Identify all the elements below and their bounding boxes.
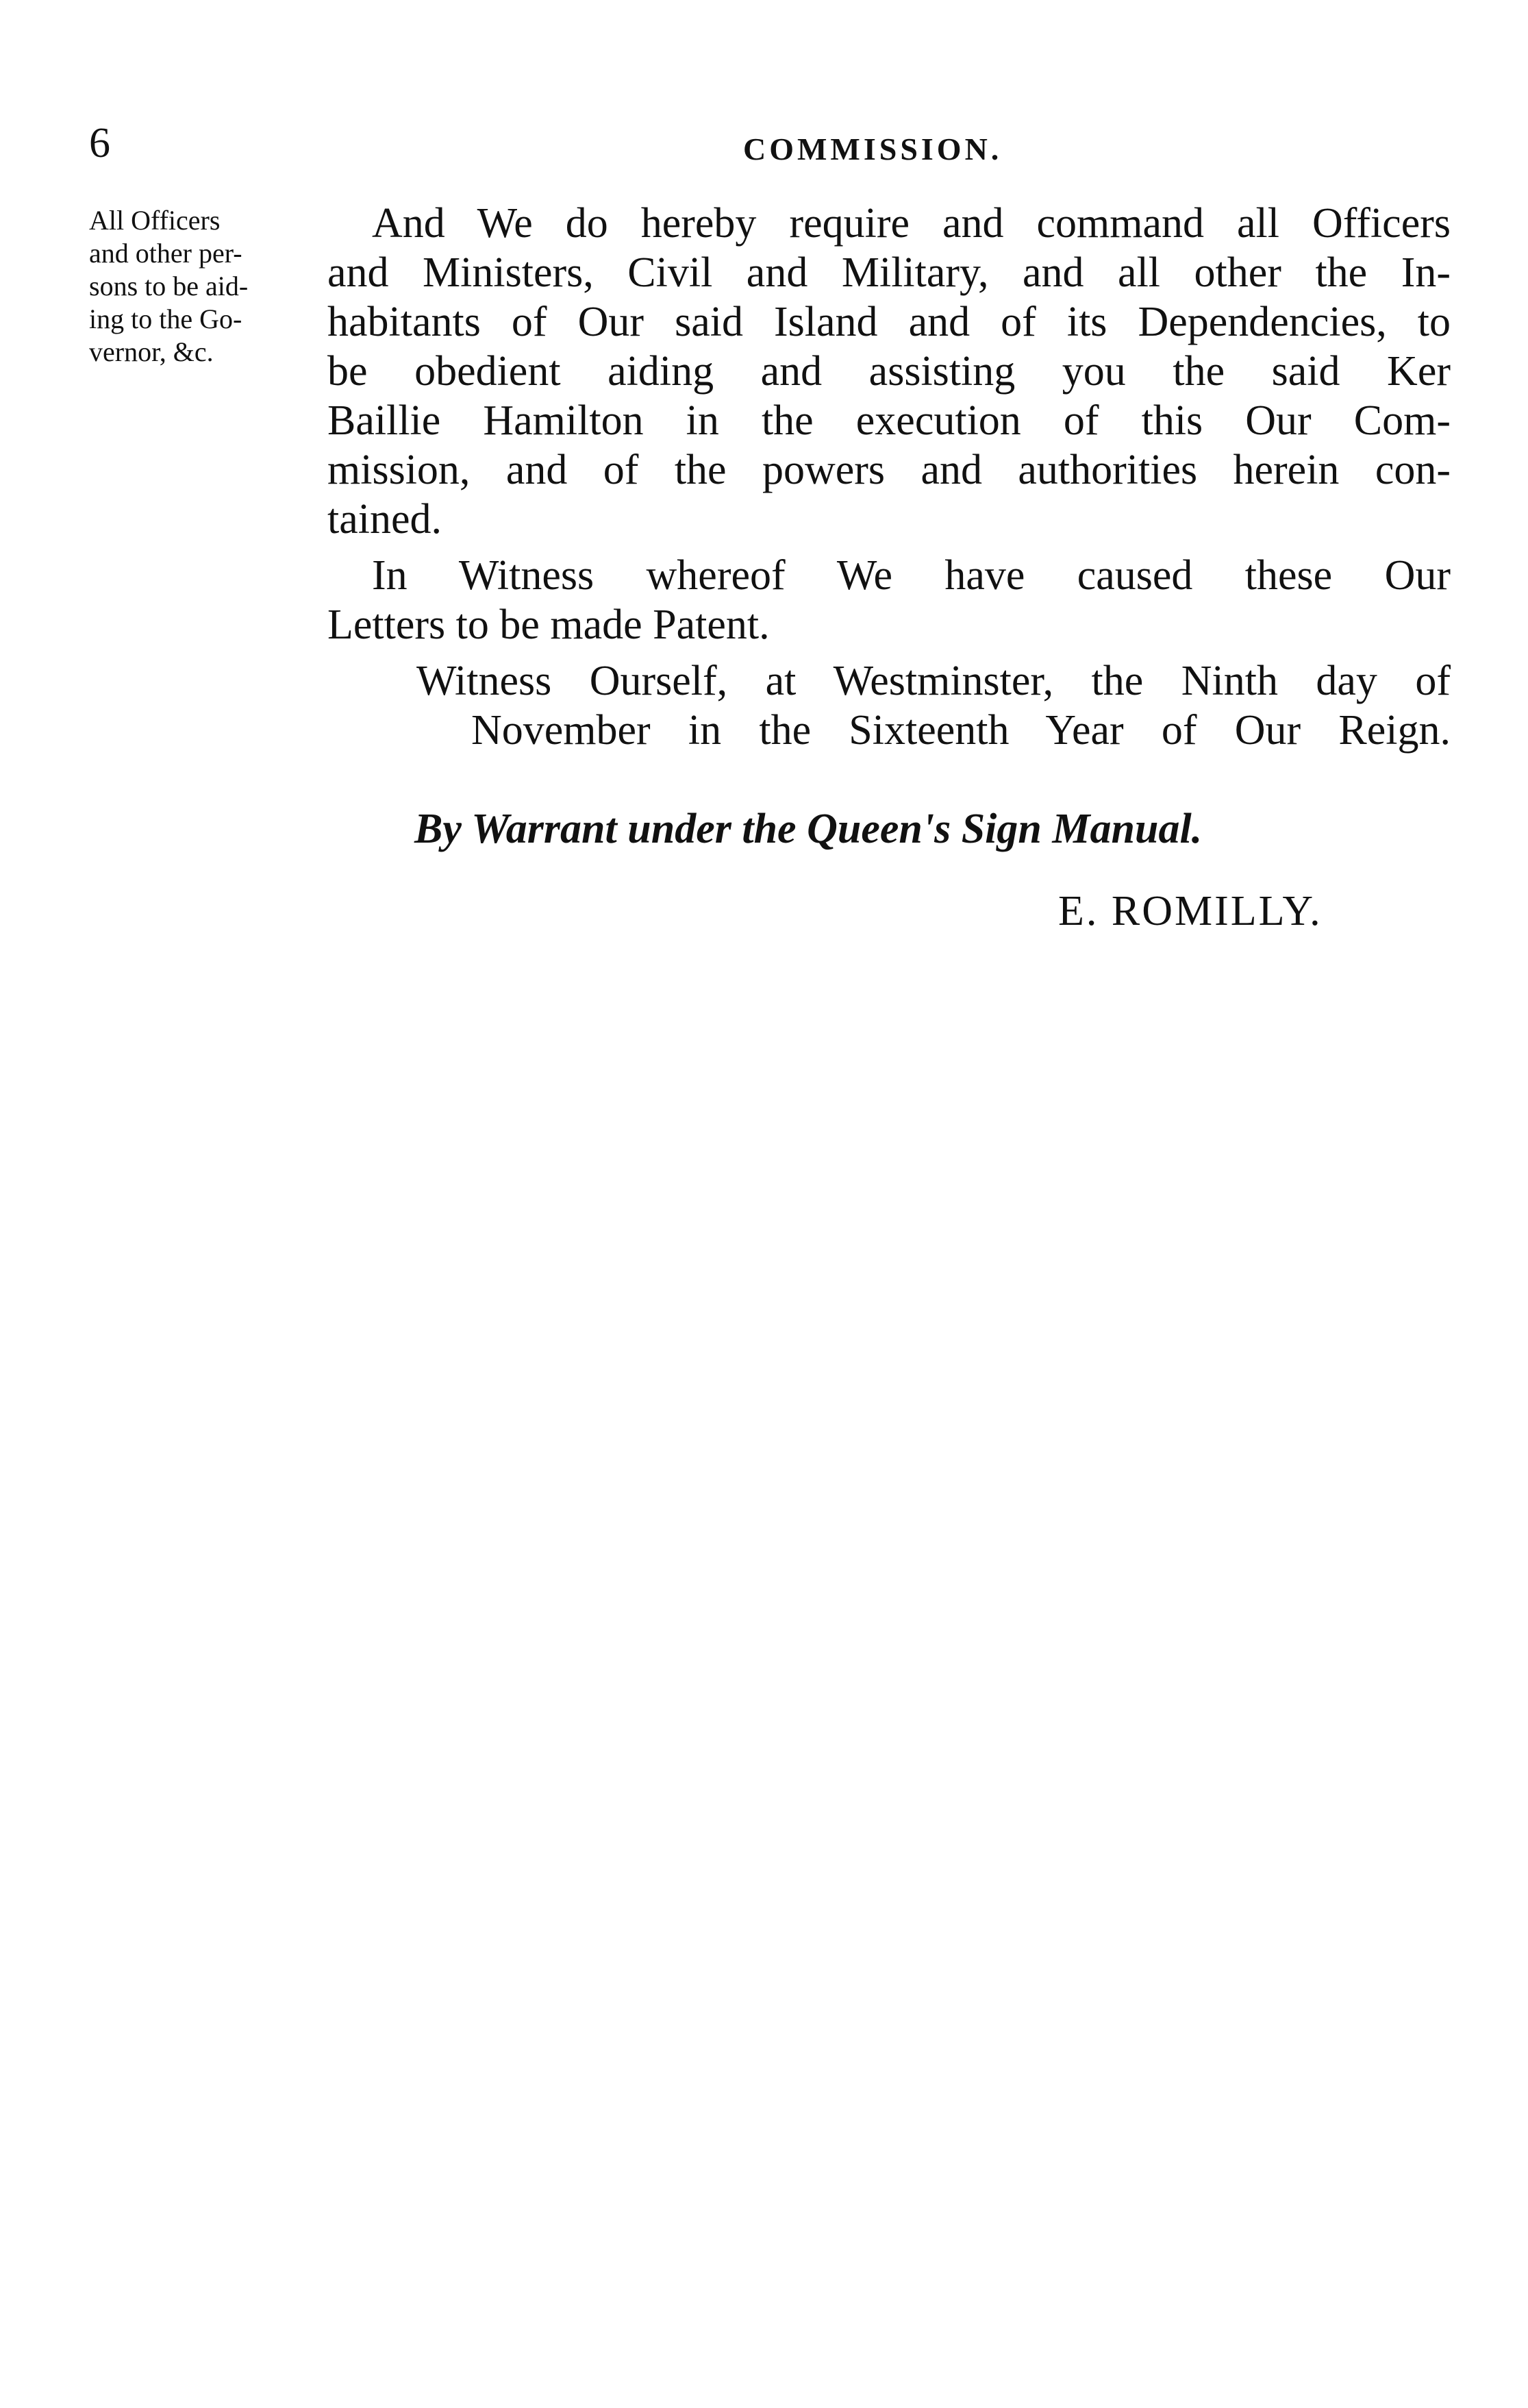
margin-note-line: vernor, &c. (89, 336, 214, 367)
margin-note-line: ing to the Go- (89, 303, 242, 334)
margin-note (89, 204, 325, 369)
text-line: habitants of Our said Island and of its Dependencies, to (327, 299, 1451, 345)
text-line: And We do hereby require and command all Officers (372, 200, 1451, 247)
text-line: November in the Sixteenth Year of Our Reign. (471, 707, 1451, 754)
text-line: In Witness whereof We have caused these Our (372, 552, 1451, 599)
text-line: be obedient aiding and assisting you the said Ker (327, 348, 1451, 395)
paragraph-command (327, 199, 1451, 544)
margin-note-line: and other per- (89, 238, 242, 269)
warrant-line: By Warrant under the Queen's Sign Manual. (414, 806, 1203, 852)
text-line: Baillie Hamilton in the execution of this Our Com- (327, 397, 1451, 444)
margin-note-line: sons to be aid- (89, 271, 249, 301)
text-line: tained. (327, 496, 442, 543)
running-head: COMMISSION. (743, 132, 1003, 166)
text-line: mission, and of the powers and authorities herein con- (327, 447, 1451, 493)
text-line: and Ministers, Civil and Military, and all other the In- (327, 249, 1451, 296)
body-text (327, 199, 1451, 755)
signature: E. ROMILLY. (1058, 888, 1323, 934)
margin-note-line: All Officers (89, 205, 221, 236)
text-line: Letters to be made Patent. (327, 601, 770, 648)
text-line: Witness Ourself, at Westminster, the Ninth day of (416, 658, 1451, 704)
witness-clause (327, 656, 1451, 755)
page-number: 6 (89, 120, 110, 166)
paragraph-in-witness (327, 551, 1451, 649)
